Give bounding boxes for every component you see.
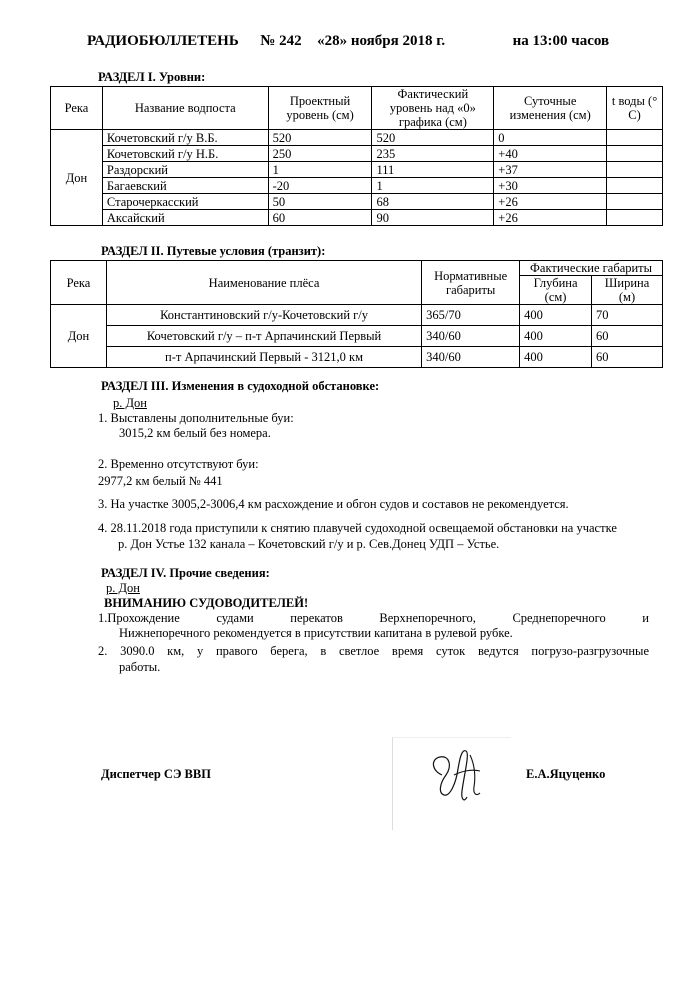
daily-change: +26 [494,210,607,226]
transit-table [50,260,663,368]
section4-item1-line2: Нижнепоречного рекомендуется в присутствии капитана в рулевой рубке. [119,626,513,640]
section4-item2-line2: работы. [119,660,161,674]
water-temp [607,178,663,194]
post-name: Багаевский [102,178,268,194]
section4-heading: РАЗДЕЛ IV. Прочие сведения: [101,566,270,580]
daily-change: +40 [494,146,607,162]
bulletin-date: «28» ноября 2018 г. [317,33,446,49]
buoys-missing-detail: 2977,2 км белый № 441 [98,474,223,488]
project-level: 520 [268,130,372,146]
project-level: 1 [268,162,372,178]
actual-level: 111 [372,162,494,178]
col-water-temp: t воды (° С) [607,87,663,130]
buoys-added-title: 1. Выставлены дополнительные буи: [98,411,294,425]
post-name: Кочетовский г/у В.Б. [102,130,268,146]
water-temp [607,210,663,226]
levels-table [50,86,663,226]
depth: 400 [520,305,592,326]
water-temp [607,130,663,146]
col-river: Река [51,261,107,305]
post-name: Аксайский [102,210,268,226]
col-post: Название водпоста [102,87,268,130]
depth: 400 [520,347,592,368]
section1-heading: РАЗДЕЛ I. Уровни: [98,70,206,84]
buoys-added-detail: 3015,2 км белый без номера. [119,426,271,440]
bulletin-title [87,33,609,50]
section3-heading: РАЗДЕЛ III. Изменения в судоходной обстановке: [101,379,380,393]
norm-dims: 365/70 [422,305,520,326]
col-actual-dims: Фактические габариты [520,261,663,276]
bulletin-time: на 13:00 часов [512,33,610,49]
depth: 400 [520,326,592,347]
width: 70 [592,305,663,326]
actual-level: 90 [372,210,494,226]
norm-dims: 340/60 [422,347,520,368]
project-level: 250 [268,146,372,162]
bulletin-number: № 242 [260,33,302,49]
col-daily-change: Суточные изменения (см) [494,87,607,130]
col-river: Река [51,87,103,130]
actual-level: 235 [372,146,494,162]
norm-dims: 340/60 [422,326,520,347]
section3-item3: 3. На участке 3005,2-3006,4 км расхождение и обгон судов и составов не рекомендуется. [98,497,569,511]
river-cell: Дон [51,305,107,368]
project-level: 60 [268,210,372,226]
attention-heading: ВНИМАНИЮ СУДОВОДИТЕЛЕЙ! [104,596,309,610]
section4-river: р. Дон [106,581,140,595]
actual-level: 1 [372,178,494,194]
col-norm-dims: Нормативные габариты [422,261,520,305]
post-name: Раздорский [102,162,268,178]
dispatcher-position: Диспетчер СЭ ВВП [101,767,211,781]
actual-level: 520 [372,130,494,146]
daily-change: +30 [494,178,607,194]
water-temp [607,146,663,162]
col-project-level: Проектный уровень (см) [268,87,372,130]
col-width: Ширина (м) [592,276,663,305]
section3-item4-line1: 4. 28.11.2018 года приступили к снятию плавучей судоходной освещаемой обстановки на участке [98,521,617,535]
section3-river: р. Дон [113,396,147,410]
river-cell: Дон [51,130,103,226]
water-temp [607,194,663,210]
project-level: -20 [268,178,372,194]
bulletin-name: РАДИОБЮЛЛЕТЕНЬ [87,33,239,49]
daily-change: 0 [494,130,607,146]
reach-name: п-т Арпачинский Первый - 3121,0 км [106,347,421,368]
buoys-missing-title: 2. Временно отсутствуют буи: [98,457,259,471]
section2-heading: РАЗДЕЛ II. Путевые условия (транзит): [101,244,326,258]
dispatcher-name: Е.А.Яцуценко [526,767,606,781]
project-level: 50 [268,194,372,210]
col-reach: Наименование плёса [106,261,421,305]
reach-name: Кочетовский г/у – п-т Арпачинский Первый [106,326,421,347]
width: 60 [592,326,663,347]
section3-item4-line2: р. Дон Устье 132 канала – Кочетовский г/у и р. Сев.Донец УДП – Устье. [118,537,500,551]
col-depth: Глубина (см) [520,276,592,305]
section4-item1-line1: 1.Прохождение судами перекатов Верхнепоречного, Среднепоречного и [98,611,649,625]
actual-level: 68 [372,194,494,210]
daily-change: +26 [494,194,607,210]
reach-name: Константиновский г/у-Кочетовский г/у [106,305,421,326]
signature-image [418,745,500,807]
water-temp [607,162,663,178]
section4-item2-line1: 2. 3090.0 км, у правого берега, в светлое время суток ведутся погрузо-разгрузочные [98,644,649,658]
post-name: Кочетовский г/у Н.Б. [102,146,268,162]
daily-change: +37 [494,162,607,178]
width: 60 [592,347,663,368]
post-name: Старочеркасский [102,194,268,210]
col-actual-level: Фактический уровень над «0» графика (см) [372,87,494,130]
